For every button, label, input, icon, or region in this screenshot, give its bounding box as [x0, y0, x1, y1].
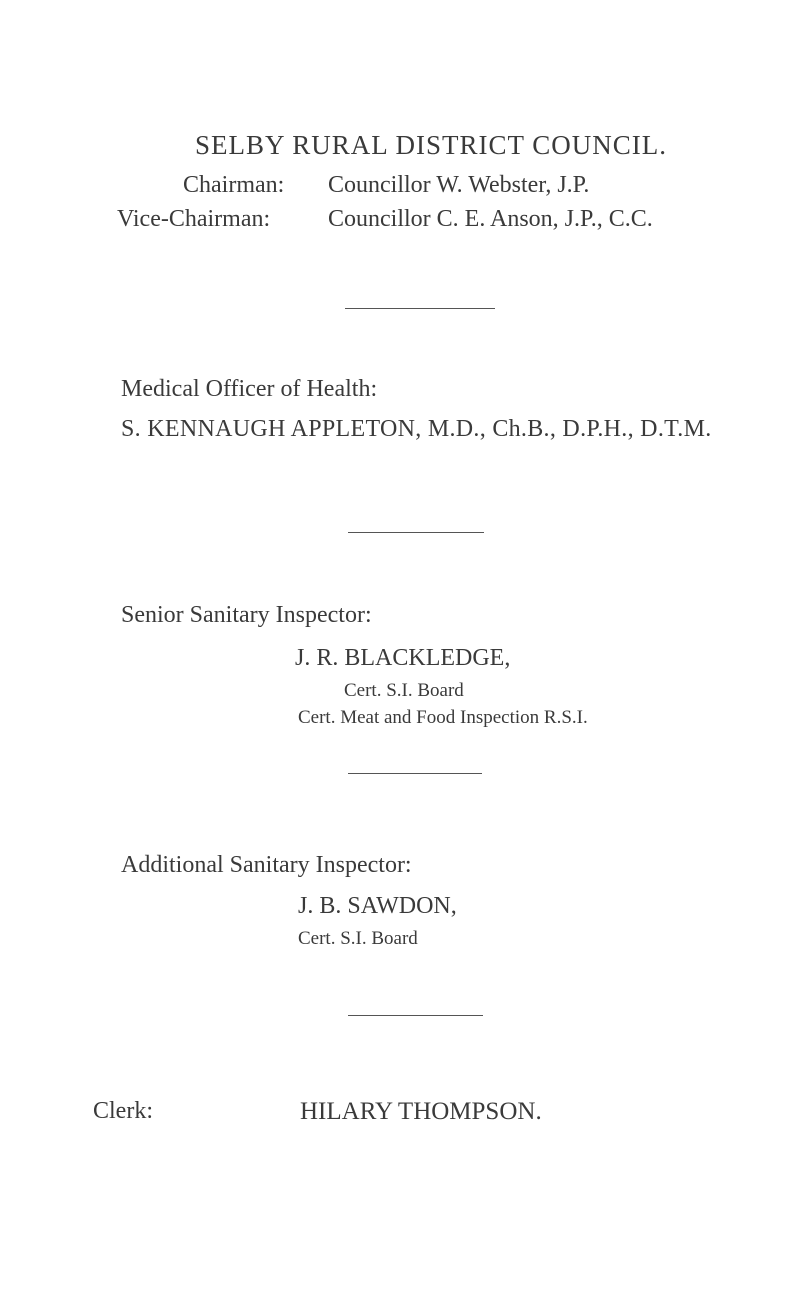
senior-inspector-name: J. R. BLACKLEDGE,: [295, 645, 511, 671]
divider-2: [348, 532, 484, 533]
medical-officer-name: S. KENNAUGH APPLETON, M.D., Ch.B., D.P.H., D.T.M.: [121, 416, 712, 442]
senior-inspector-qualification-1: Cert. S.I. Board: [344, 680, 464, 701]
divider-4: [348, 1015, 483, 1016]
additional-inspector-heading: Additional Sanitary Inspector:: [121, 852, 412, 878]
medical-officer-heading: Medical Officer of Health:: [121, 376, 378, 402]
additional-inspector-name: J. B. SAWDON,: [298, 893, 457, 919]
senior-inspector-qualification-2: Cert. Meat and Food Inspection R.S.I.: [298, 707, 588, 728]
vice-chairman-value: Councillor C. E. Anson, J.P., C.C.: [328, 206, 653, 232]
vice-chairman-label: Vice-Chairman:: [117, 206, 271, 232]
senior-inspector-heading: Senior Sanitary Inspector:: [121, 602, 372, 628]
chairman-value: Councillor W. Webster, J.P.: [328, 172, 590, 198]
council-title: SELBY RURAL DISTRICT COUNCIL.: [195, 130, 668, 160]
chairman-label: Chairman:: [183, 172, 285, 198]
clerk-name: HILARY THOMPSON.: [300, 1098, 542, 1125]
divider-3: [348, 773, 482, 774]
divider-1: [345, 308, 495, 309]
additional-inspector-qualification: Cert. S.I. Board: [298, 928, 418, 949]
clerk-label: Clerk:: [93, 1098, 153, 1124]
